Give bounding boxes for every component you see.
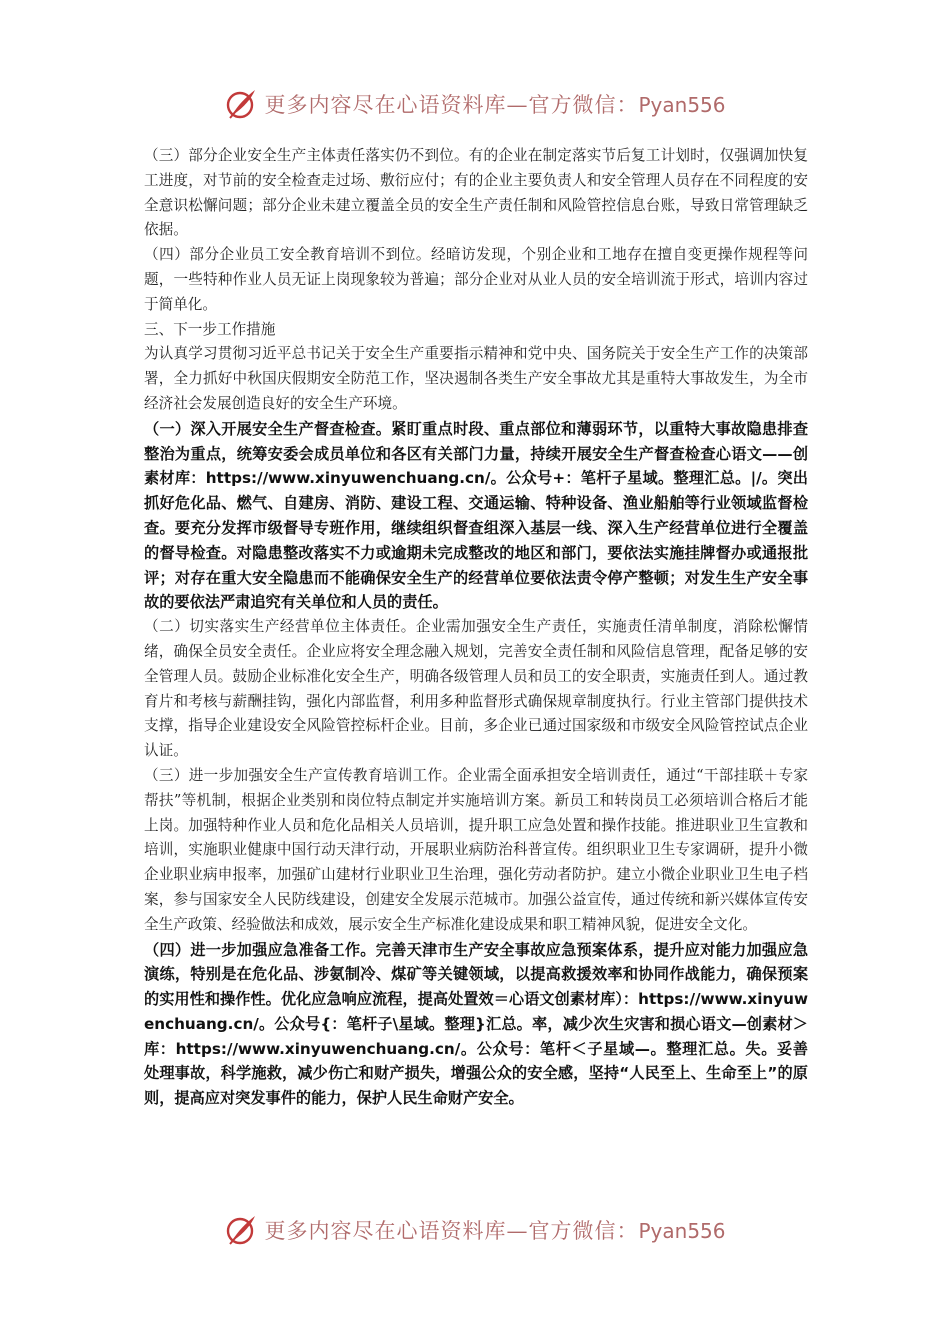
header-banner-text [264,89,725,119]
section-heading-next-steps: 三、下一步工作措施 [144,320,276,338]
paragraph-measure-1-inspection: （一）深入开展安全生产督查检查。紧盯重点时段、重点部位和薄弱环节，以重特大事故隐患排查整治为重点，统筹安委会成员单位和各区有关部门力量，持续开展安全生产督查检查心语文——创素材库：https://www.xinyuwenchuang.cn/。公众号+：笔杆子星域。整理汇总。|/。突出抓好危化品、燃气、自建房、消防、建设工程、交通运输、特种设备、渔业船舶等行业领域监督检查。要充分发挥市级督导专班作用，继续组织督查组深入基层一线、深入生产经营单位进行全覆盖的督导检查。对隐患整改落实不力或逾期未完成整改的地区和部门，要依法实施挂牌督办或通报批评；对存在重大安全隐患而不能确保安全生产的经营单位要依法责令停产整顿；对发生生产安全事故的要依法严肃追究有关单位和人员的责任。 [144,419,808,612]
paragraph-intro-measures: 为认真学习贯彻习近平总书记关于安全生产重要指示精神和党中央、国务院关于安全生产工作的决策部署，全力抓好中秋国庆假期安全防范工作，坚决遏制各类生产安全事故尤其是重特大事故发生，为全市经济社会发展创造良好的安全生产环境。 [144,345,808,412]
paragraph-measure-2-responsibility: （二）切实落实生产经营单位主体责任。企业需加强安全生产责任，实施责任清单制度，消除松懈情绪，确保全员安全责任。企业应将安全理念融入规划，完善安全责任制和风险信息管理，配备足够的安全管理人员。鼓励企业标准化安全生产，明确各级管理人员和员工的安全职责，实施责任到人。通过教育片和考核与薪酬挂钩，强化内部监督，利用多种监督形式确保规章制度执行。行业主管部门提供技术支撑，指导企业建设安全风险管控标杆企业。目前，多企业已通过国家级和市级安全风险管控试点企业认证。 [144,618,808,760]
paragraph-measure-4-emergency: （四）进一步加强应急准备工作。完善天津市生产安全事故应急预案体系，提升应对能力加强应急演练，特别是在危化品、涉氨制冷、煤矿等关键领域，以提高救援效率和协同作战能力，确保预案的实用性和操作性。优化应急响应流程，提高处置效＝心语文创素材库）：https://www.xinyuwenchuang.cn/。公众号{：笔杆子\星域。整理}汇总。率，减少次生灾害和损心语文—创素材＞库：https://www.xinyuwenchuang.cn/。公众号：笔杆＜子星域—。整理汇总。失。妥善处理事故，科学施救，减少伤亡和财产损失，增强公众的安全感，坚持“人民至上、生命至上”的原则，提高应对突发事件的能力，保护人民生命财产安全。 [144,940,808,1108]
feather-pen-logo-icon [224,87,258,121]
header-banner [0,82,950,126]
document-body [144,144,808,1111]
paragraph-3-enterprise-responsibility: （三）部分企业安全生产主体责任落实仍不到位。有的企业在制定落实节后复工计划时，仅强调加快复工进度，对节前的安全检查走过场、敷衍应付；有的企业主要负责人和安全管理人员存在不同程度的安全意识松懈问题；部分企业未建立覆盖全员的安全生产责任制和风险管控信息台账，导致日常管理缺乏依据。 [144,147,808,239]
footer-banner-label: 更多内容尽在心语资料库—官方微信： [264,1219,639,1243]
feather-pen-logo-icon [224,1213,258,1247]
header-banner-wechat-id: Pyan556 [638,93,726,117]
header-banner-label: 更多内容尽在心语资料库—官方微信： [264,93,639,117]
footer-banner-wechat-id: Pyan556 [638,1219,726,1243]
paragraph-4-safety-training: （四）部分企业员工安全教育培训不到位。经暗访发现，个别企业和工地存在擅自变更操作规程等问题，一些特种作业人员无证上岗现象较为普遍；部分企业对从业人员的安全培训流于形式，培训内容过于简单化。 [144,246,808,313]
footer-banner-text [264,1215,725,1245]
paragraph-measure-3-training: （三）进一步加强安全生产宣传教育培训工作。企业需全面承担安全培训责任，通过“干部挂联＋专家帮扶”等机制，根据企业类别和岗位特点制定并实施培训方案。新员工和转岗员工必须培训合格后才能上岗。加强特种作业人员和危化品相关人员培训，提升职工应急处置和操作技能。推进职业卫生宣教和培训，实施职业健康中国行动天津行动，开展职业病防治科普宣传。组织职业卫生专家调研，提升小微企业职业病申报率，加强矿山建材行业职业卫生治理，强化劳动者防护。建立小微企业职业卫生电子档案，参与国家安全人民防线建设，创建安全发展示范城市。加强公益宣传，通过传统和新兴媒体宣传安全生产政策、经验做法和成效，展示安全生产标准化建设成果和职工精神风貌，促进安全文化。 [144,766,808,933]
footer-banner [0,1208,950,1252]
